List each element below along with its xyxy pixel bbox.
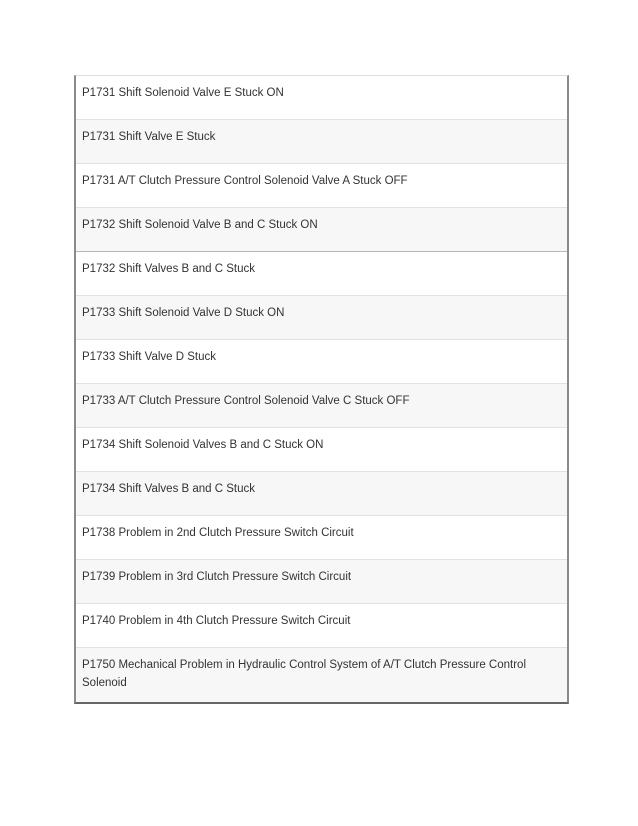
table-row: P1739 Problem in 3rd Clutch Pressure Switch Circuit: [76, 560, 567, 604]
table-row: P1733 Shift Solenoid Valve D Stuck ON: [76, 296, 567, 340]
table-row: P1734 Shift Solenoid Valves B and C Stuck ON: [76, 428, 567, 472]
table-row: P1738 Problem in 2nd Clutch Pressure Switch Circuit: [76, 516, 567, 560]
table-row: P1733 Shift Valve D Stuck: [76, 340, 567, 384]
table-row: P1731 A/T Clutch Pressure Control Solenoid Valve A Stuck OFF: [76, 164, 567, 208]
table-row: P1732 Shift Solenoid Valve B and C Stuck ON: [76, 208, 567, 252]
dtc-code-table: [74, 75, 569, 704]
table-row: P1740 Problem in 4th Clutch Pressure Switch Circuit: [76, 604, 567, 648]
table-row: P1732 Shift Valves B and C Stuck: [76, 252, 567, 296]
table-row: P1731 Shift Solenoid Valve E Stuck ON: [76, 76, 567, 120]
table-row: P1750 Mechanical Problem in Hydraulic Control System of A/T Clutch Pressure Control Solenoid: [76, 648, 567, 702]
table-row: P1733 A/T Clutch Pressure Control Solenoid Valve C Stuck OFF: [76, 384, 567, 428]
table-row: P1731 Shift Valve E Stuck: [76, 120, 567, 164]
table-row: P1734 Shift Valves B and C Stuck: [76, 472, 567, 516]
